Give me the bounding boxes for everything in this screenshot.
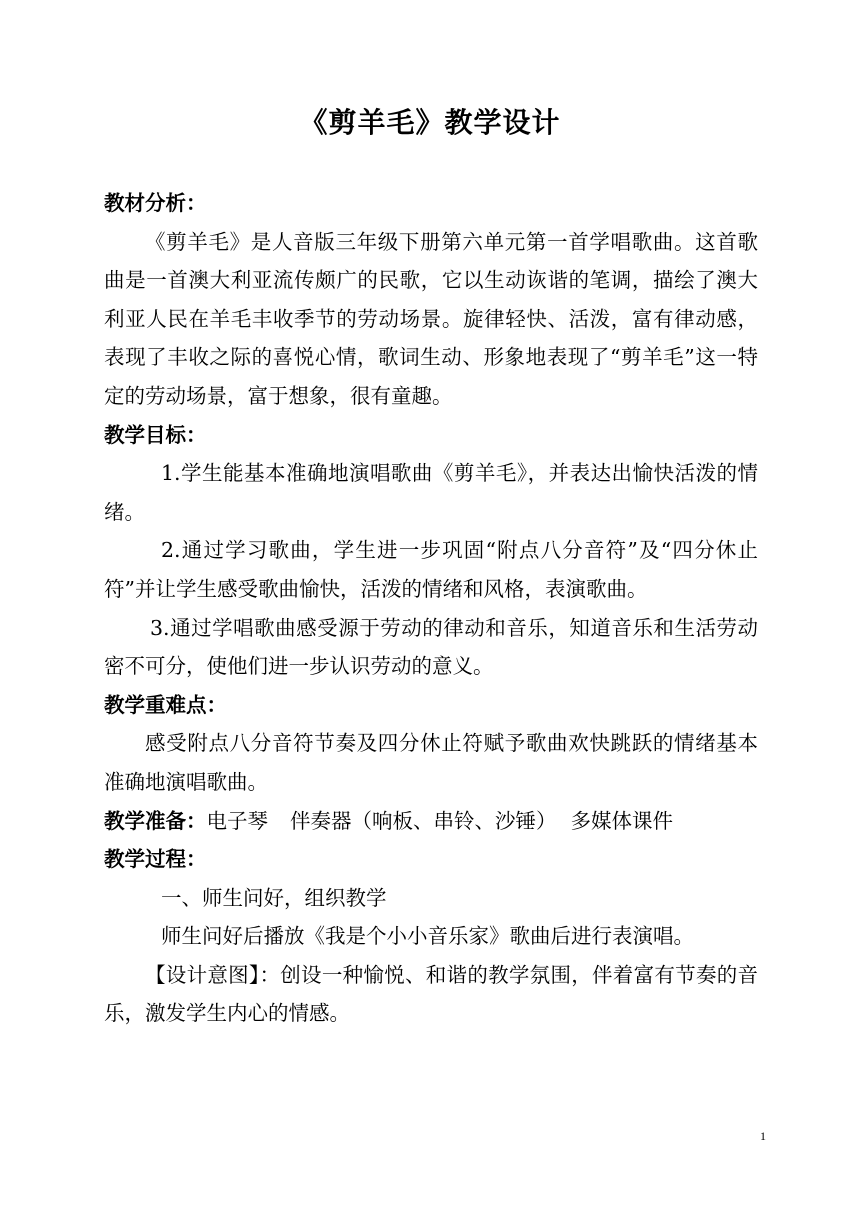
objective-item-3: 3.通过学唱歌曲感受源于劳动的律动和音乐，知道音乐和生活劳动密不可分，使他们进一步认识劳动的意义。: [104, 615, 758, 679]
document-title: 《剪羊毛》教学设计: [299, 106, 561, 139]
key-points-paragraph: 感受附点八分音符节奏及四分休止符赋予歌曲欢快跳跃的情绪基本准确地演唱歌曲。: [104, 731, 758, 794]
section-heading-material: 教材分析：: [104, 191, 207, 215]
objective-item-2: 2.通过学习歌曲，学生进一步巩固“附点八分音符”及“四分休止符”并让学生感受歌曲愉快，活泼的情绪和风格，表演歌曲。: [104, 538, 758, 601]
design-intent: [104, 956, 758, 1033]
preparation-line: [104, 802, 758, 841]
document-body: [104, 184, 758, 1033]
material-paragraph: 《剪羊毛》是人音版三年级下册第六单元第一首学唱歌曲。这首歌曲是一首澳大利亚流传颇广的民歌，它以生动诙谐的笔调，描绘了澳大利亚人民在羊毛丰收季节的劳动场景。旋律轻快、活泼，富有律动感，表现了丰收之际的喜悦心情，歌词生动、形象地表现了“剪羊毛”这一特定的劳动场景，富于想象，很有童趣。: [104, 229, 758, 408]
process-step-1-text: 师生问好后播放《我是个小小音乐家》歌曲后进行表演唱。: [161, 924, 694, 949]
design-intent-label: 【设计意图】: [145, 962, 260, 987]
section-heading-key-points: 教学重难点：: [104, 692, 227, 717]
section-heading-process: 教学过程：: [104, 847, 207, 872]
objective-item-1: 1.学生能基本准确地演唱歌曲《剪羊毛》，并表达出愉快活泼的情绪。: [104, 461, 758, 524]
preparation-item-1: 电子琴: [206, 808, 268, 833]
page-number: 1: [760, 1129, 766, 1143]
section-heading-objectives: 教学目标：: [104, 422, 207, 447]
design-intent-text: ：创设一种愉悦、和谐的教学氛围，伴着富有节奏的音乐，激发学生内心的情感。: [104, 962, 759, 1026]
section-heading-preparation: 教学准备：: [104, 808, 207, 833]
process-step-1: 一、师生问好，组织教学: [161, 885, 387, 910]
preparation-item-2: 伴奏器（响板、串铃、沙锤）: [290, 808, 557, 833]
preparation-item-3: 多媒体课件: [570, 808, 673, 833]
